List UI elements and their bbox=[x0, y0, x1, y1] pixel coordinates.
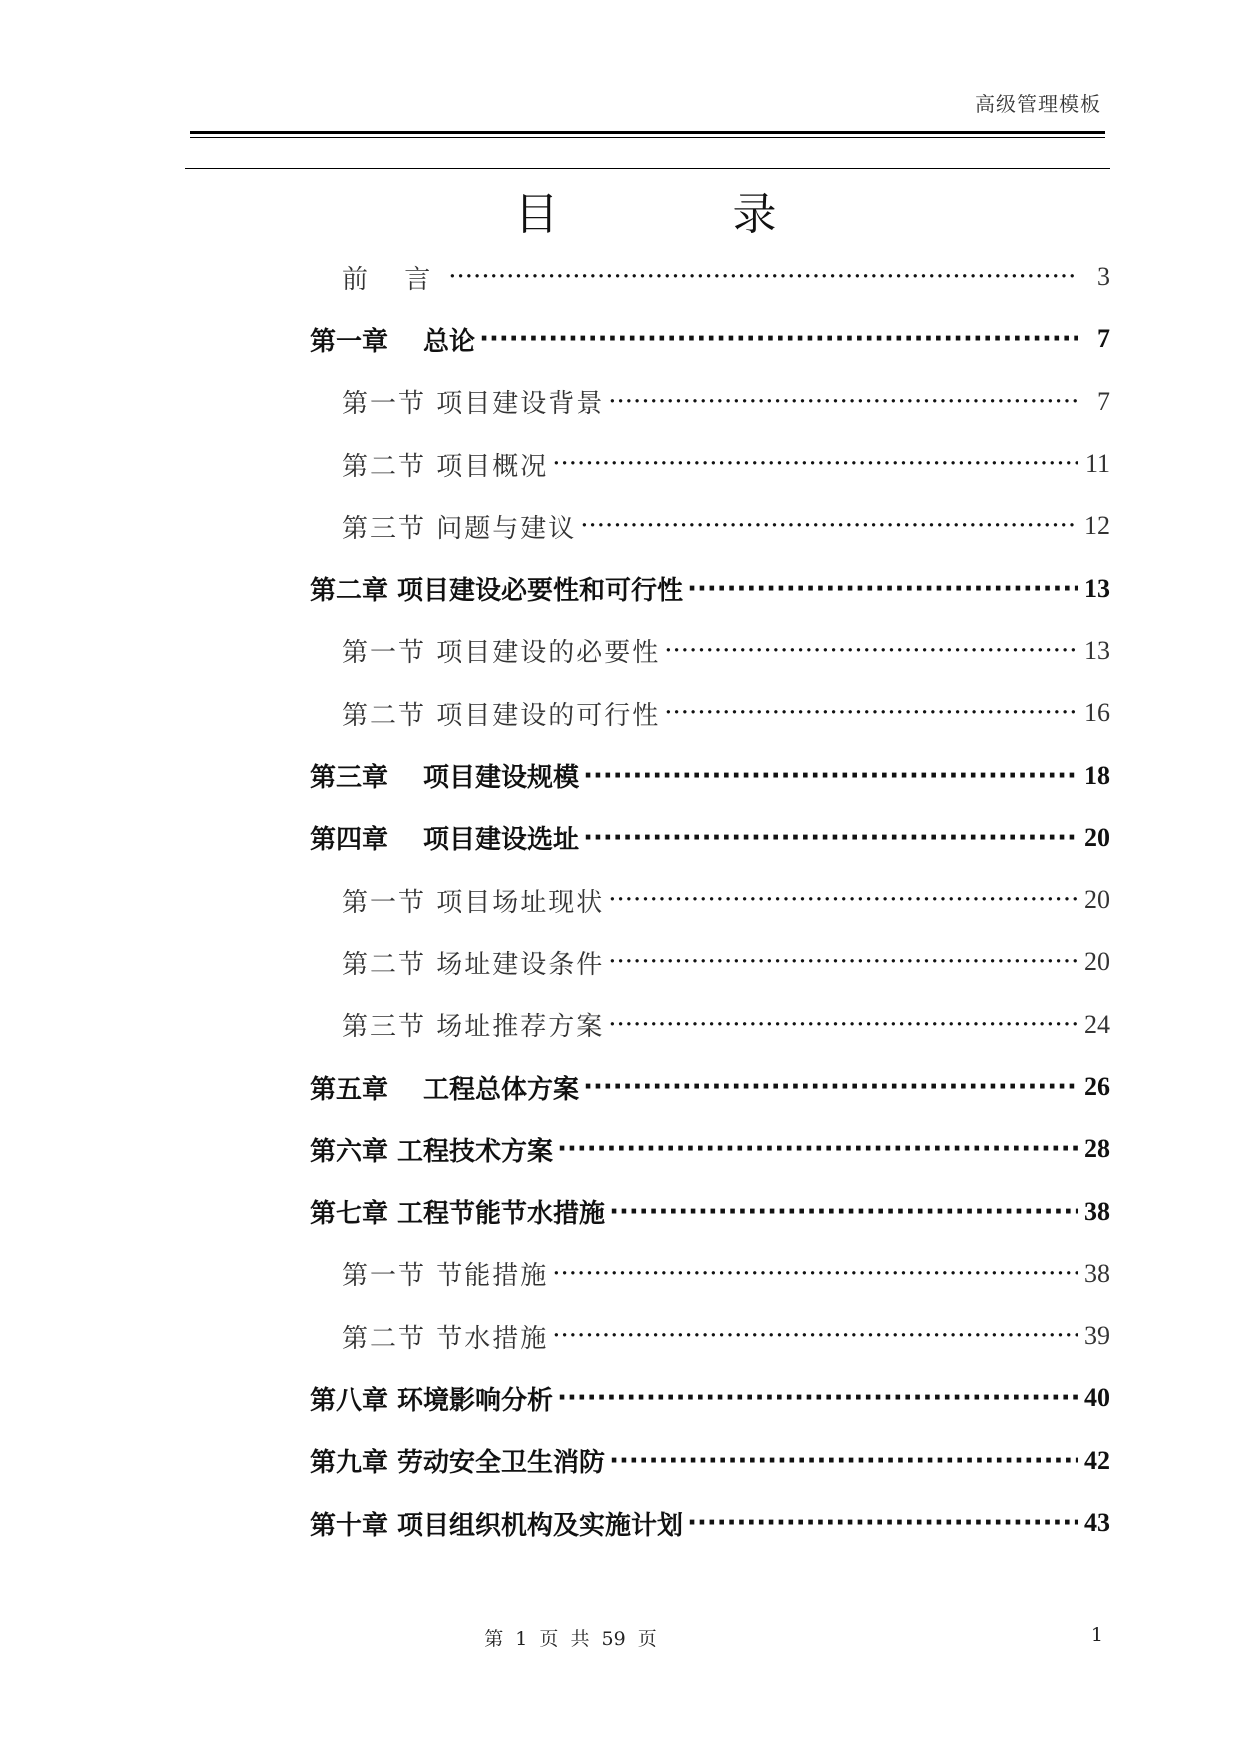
toc-dot-leader bbox=[552, 1321, 1078, 1351]
toc-entry-page: 20 bbox=[1084, 947, 1110, 977]
toc-entry-label: 第二节 项目建设的可行性 bbox=[342, 700, 661, 731]
toc-entry-label: 第一节 项目场址现状 bbox=[342, 887, 605, 918]
toc-dot-leader bbox=[479, 324, 1078, 354]
toc-dot-leader bbox=[609, 1446, 1078, 1476]
toc-dot-leader bbox=[608, 1010, 1078, 1040]
toc-entry-page: 13 bbox=[1084, 635, 1110, 665]
toc-entry-chapter[interactable] bbox=[300, 807, 1110, 869]
toc-entry-section[interactable] bbox=[300, 495, 1110, 557]
toc-entry-page: 12 bbox=[1084, 511, 1110, 541]
toc-entry-preface[interactable] bbox=[300, 246, 1110, 308]
toc-entry-label: 第三章 项目建设规模 bbox=[310, 763, 580, 794]
toc-entry-page: 18 bbox=[1084, 760, 1110, 790]
toc-dot-leader bbox=[664, 636, 1078, 666]
toc-entry-label: 第十章 项目组织机构及实施计划 bbox=[310, 1510, 684, 1541]
toc-entry-label: 前 言 bbox=[342, 264, 445, 295]
toc-dot-leader bbox=[608, 947, 1078, 977]
toc-dot-leader bbox=[687, 574, 1078, 604]
toc-entry-section[interactable] bbox=[300, 869, 1110, 931]
toc-entry-page: 28 bbox=[1084, 1134, 1110, 1164]
toc-entry-section[interactable] bbox=[300, 433, 1110, 495]
toc-dot-leader bbox=[557, 1134, 1078, 1164]
toc-dot-leader bbox=[583, 1072, 1078, 1102]
toc-entry-page: 16 bbox=[1084, 698, 1110, 728]
toc-entry-page: 11 bbox=[1084, 449, 1110, 479]
toc-dot-leader bbox=[448, 262, 1078, 292]
toc-entry-label: 第三节 问题与建议 bbox=[342, 513, 577, 544]
toc-entry-page: 24 bbox=[1084, 1009, 1110, 1039]
toc-entry-page: 38 bbox=[1084, 1196, 1110, 1226]
toc-dot-leader bbox=[557, 1383, 1078, 1413]
toc-entry-section[interactable] bbox=[300, 682, 1110, 744]
toc-entry-label: 第七章 工程节能节水措施 bbox=[310, 1199, 606, 1230]
toc-entry-label: 第二节 节水措施 bbox=[342, 1323, 549, 1354]
toc-dot-leader bbox=[583, 823, 1078, 853]
toc-entry-label: 第六章 工程技术方案 bbox=[310, 1136, 554, 1167]
toc-entry-chapter[interactable] bbox=[300, 1492, 1110, 1554]
toc-entry-label: 第二节 项目概况 bbox=[342, 451, 549, 482]
toc-entry-page: 13 bbox=[1084, 573, 1110, 603]
header-rule-lower bbox=[185, 168, 1110, 169]
toc-entry-chapter[interactable] bbox=[300, 744, 1110, 806]
toc-entry-page: 39 bbox=[1084, 1321, 1110, 1351]
toc-entry-chapter[interactable] bbox=[300, 557, 1110, 619]
toc-entry-page: 40 bbox=[1084, 1383, 1110, 1413]
toc-entry-page: 7 bbox=[1097, 324, 1110, 354]
footer-page-number: 1 bbox=[1090, 1624, 1103, 1646]
toc-entry-section[interactable] bbox=[300, 371, 1110, 433]
toc-entry-section[interactable] bbox=[300, 1305, 1110, 1367]
header-rule-thick bbox=[190, 131, 1105, 134]
toc-entry-section[interactable] bbox=[300, 1243, 1110, 1305]
toc-entry-label: 第一节 节能措施 bbox=[342, 1261, 549, 1292]
toc-entry-label: 第五章 工程总体方案 bbox=[310, 1074, 580, 1105]
toc-entry-label: 第二章 项目建设必要性和可行性 bbox=[310, 576, 684, 607]
toc-entry-page: 3 bbox=[1097, 262, 1110, 292]
toc-entry-label: 第三节 场址推荐方案 bbox=[342, 1012, 605, 1043]
toc-entry-label: 第九章 劳动安全卫生消防 bbox=[310, 1448, 606, 1479]
toc-entry-chapter[interactable] bbox=[300, 1180, 1110, 1242]
toc-dot-leader bbox=[552, 1259, 1078, 1289]
toc-entry-label: 第二节 场址建设条件 bbox=[342, 949, 605, 980]
toc-dot-leader bbox=[609, 1197, 1078, 1227]
toc-entry-page: 38 bbox=[1084, 1258, 1110, 1288]
header-label: 高级管理模板 bbox=[975, 92, 1101, 116]
toc-entry-chapter[interactable] bbox=[300, 1056, 1110, 1118]
toc-entry-chapter[interactable] bbox=[300, 1367, 1110, 1429]
toc-entry-section[interactable] bbox=[300, 931, 1110, 993]
footer-page-info: 第 1 页 共 59 页 bbox=[484, 1628, 657, 1650]
toc-entry-page: 7 bbox=[1097, 386, 1110, 416]
toc-entry-section[interactable] bbox=[300, 620, 1110, 682]
toc-entry-page: 26 bbox=[1084, 1072, 1110, 1101]
toc-dot-leader bbox=[580, 511, 1078, 541]
toc-dot-leader bbox=[552, 449, 1078, 479]
toc-entry-label: 第一节 项目建设的必要性 bbox=[342, 638, 661, 669]
toc-dot-leader bbox=[583, 761, 1078, 791]
toc-entry-page: 42 bbox=[1084, 1445, 1110, 1475]
toc-entry-page: 20 bbox=[1084, 822, 1110, 852]
toc-title: 目 录 bbox=[514, 189, 857, 240]
toc-entry-label: 第四章 项目建设选址 bbox=[310, 825, 580, 856]
toc-entry-label: 第八章 环境影响分析 bbox=[310, 1385, 554, 1416]
toc-entry-page: 43 bbox=[1084, 1508, 1110, 1538]
toc-entry-chapter[interactable] bbox=[300, 1118, 1110, 1180]
toc-entry-chapter[interactable] bbox=[300, 308, 1110, 370]
toc-dot-leader bbox=[608, 387, 1078, 417]
header-rule-thin bbox=[190, 137, 1105, 138]
toc-dot-leader bbox=[664, 698, 1078, 728]
toc-entry-page: 20 bbox=[1084, 885, 1110, 915]
table-of-contents bbox=[300, 246, 1110, 1554]
toc-dot-leader bbox=[608, 885, 1078, 915]
toc-entry-section[interactable] bbox=[300, 994, 1110, 1056]
toc-entry-chapter[interactable] bbox=[300, 1430, 1110, 1492]
toc-dot-leader bbox=[687, 1508, 1078, 1538]
toc-entry-label: 第一章 总论 bbox=[310, 326, 476, 357]
toc-entry-label: 第一节 项目建设背景 bbox=[342, 389, 605, 420]
